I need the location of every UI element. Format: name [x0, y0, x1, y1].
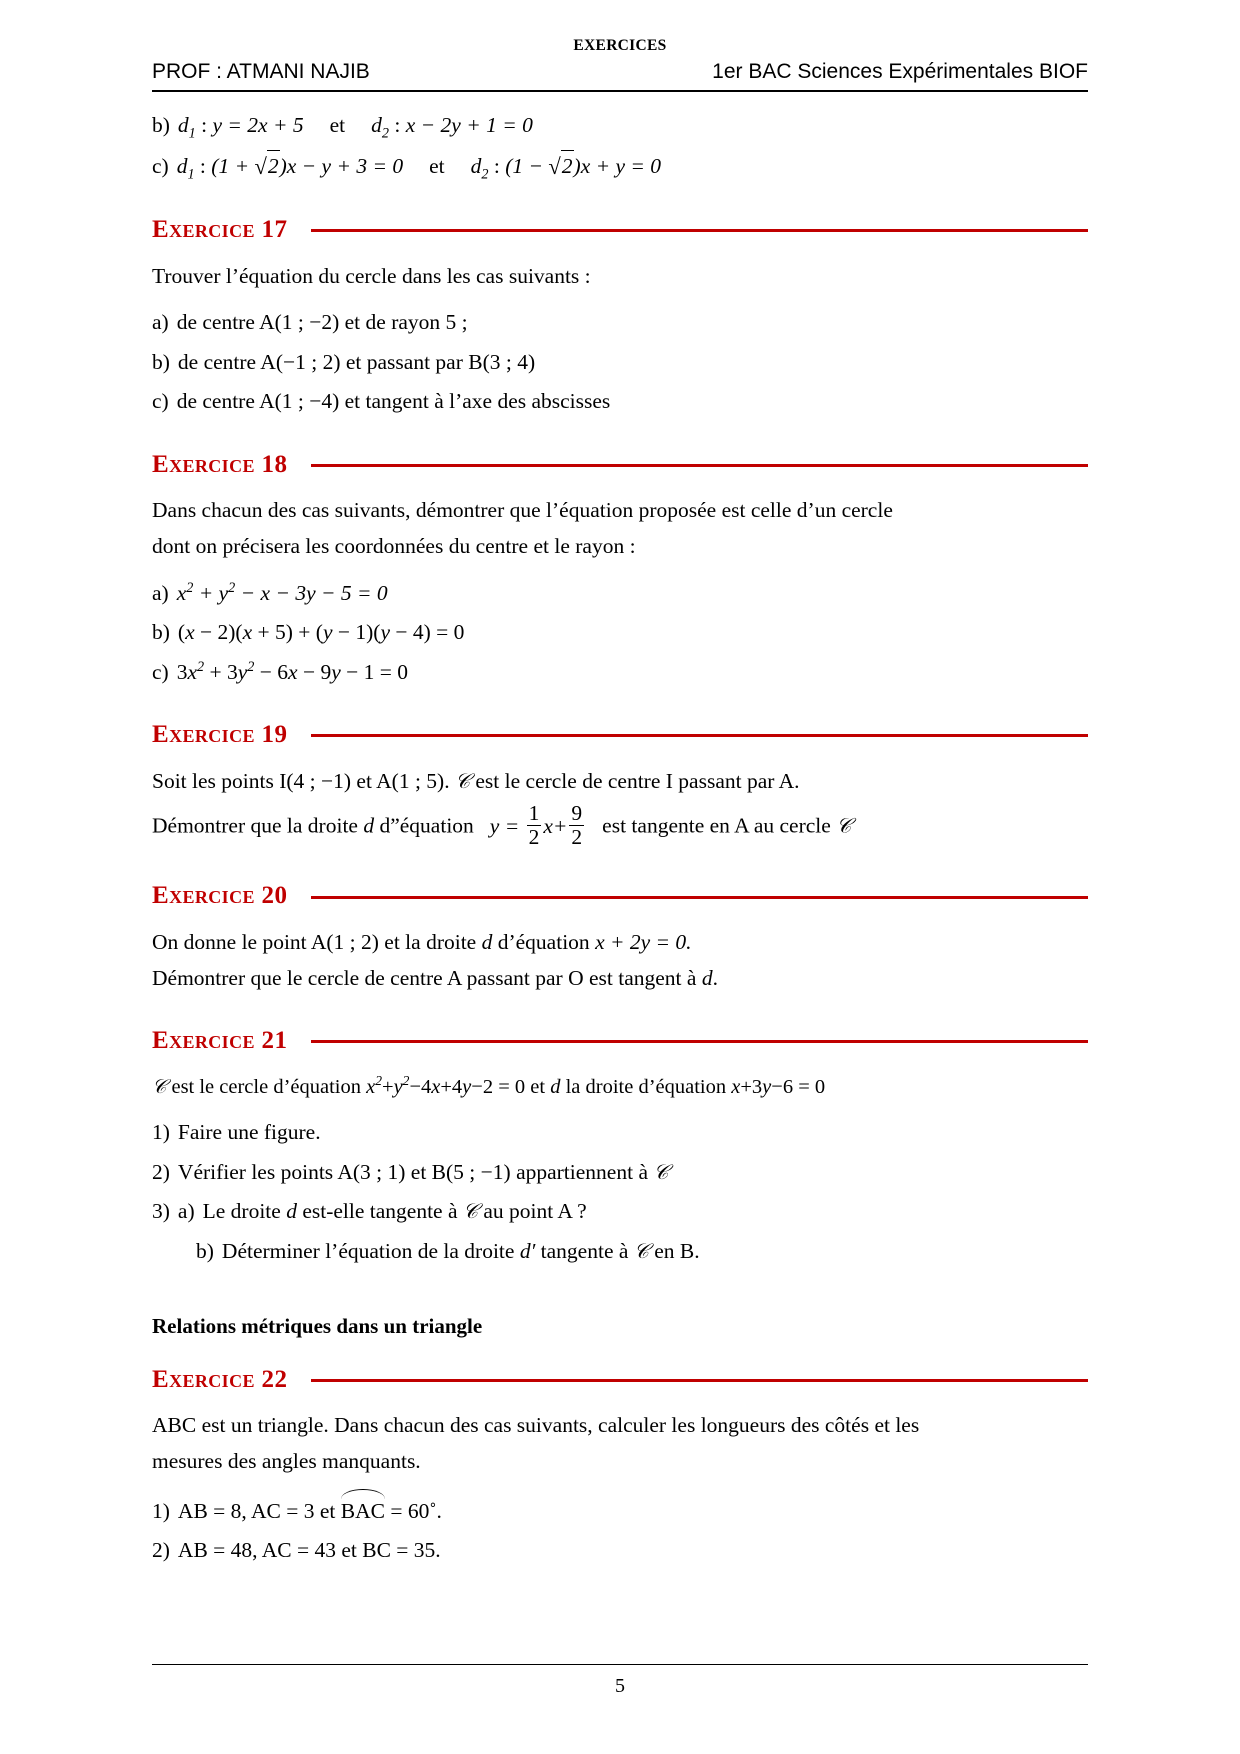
item-text-b: tangente à — [535, 1238, 634, 1263]
exercise-word: Exercice — [152, 1027, 255, 1055]
header-row — [152, 60, 1088, 84]
list-item — [152, 617, 1088, 648]
line-name-d: d — [363, 813, 375, 838]
line-text-a: On donne le point A(1 ; 2) et la droite — [152, 929, 482, 954]
line-name-d1: d — [176, 154, 188, 179]
colon-sep-2: : — [488, 154, 506, 179]
line-subscript-1: 1 — [188, 124, 196, 141]
exercise-rule — [311, 734, 1088, 737]
line-name-d: d — [701, 965, 713, 990]
script-c-symbol: 𝒞 — [462, 1199, 478, 1224]
header-divider — [152, 90, 1088, 92]
exercise-number: 21 — [261, 1027, 288, 1055]
line-subscript-2: 2 — [381, 124, 389, 141]
exercise-21-line-1 — [152, 1073, 1088, 1101]
line-text-b: d”équation — [374, 813, 474, 838]
circle-equation: $x^2+y^2-4x+4y-2 = 0$ — [366, 1072, 526, 1098]
item-text: de centre A(1 ; −2) et de rayon 5 ; — [176, 310, 468, 335]
line-name-d: d — [550, 1075, 561, 1098]
exercise-title-19 — [152, 717, 287, 753]
line-equation: x+3y−6 = 0 — [731, 1075, 826, 1098]
item-text: Vérifier les points A(3 ; 1) et B(5 ; −1) appartiennent à — [177, 1159, 654, 1184]
exercise-word: Exercice — [152, 450, 255, 478]
item-text: de centre A(1 ; −4) et tangent à l’axe des abscisses — [176, 389, 611, 414]
exercise-18-intro-line-2: dont on précisera les coordonnées du centre et le rayon : — [152, 533, 636, 558]
item-equation: $3x^2 + 3y^2 - 6x - 9y - 1 = 0$ — [176, 658, 409, 684]
item-text: Faire une figure. — [177, 1120, 321, 1144]
list-item — [152, 307, 1088, 338]
fraction-nine-halves — [569, 802, 584, 848]
radicand: 2 — [561, 150, 574, 182]
item-label: b) — [152, 112, 170, 137]
item-sub-label: b) — [196, 1238, 214, 1263]
page-footer — [152, 1664, 1088, 1698]
page-header — [152, 0, 1088, 92]
page-number: 5 — [615, 1675, 625, 1697]
line-text-b: . — [712, 965, 718, 990]
fraction-denominator: 2 — [528, 824, 540, 849]
equation-b2: x − 2y + 1 = 0 — [405, 112, 533, 137]
exercise-22-intro-line-2: mesures des angles manquants. — [152, 1449, 421, 1474]
list-item — [152, 1535, 1088, 1566]
exercise-title-17 — [152, 212, 287, 248]
equation-line: x + 2y = 0. — [595, 929, 692, 954]
exercise-title-20 — [152, 878, 287, 914]
exercise-19-line-1 — [152, 767, 1088, 797]
line-name-d2: d — [470, 154, 482, 179]
list-item — [152, 657, 1088, 688]
fraction-denominator: 2 — [571, 824, 583, 849]
exercise-number: 18 — [261, 450, 288, 478]
script-c-symbol: 𝒞 — [633, 1238, 649, 1263]
item-text-c: au point A ? — [477, 1199, 587, 1224]
colon-sep: : — [194, 154, 212, 179]
item-label: c) — [152, 389, 169, 414]
item-label: b) — [152, 620, 170, 645]
exercise-title-22 — [152, 1362, 287, 1398]
exercise-heading-20 — [152, 878, 1088, 914]
item-text: de centre A(−1 ; 2) et passant par B(3 ; 4) — [177, 349, 536, 374]
radicand: 2 — [267, 150, 280, 182]
fraction-numerator: 9 — [571, 801, 583, 826]
line-name-d-prime: d′ — [519, 1238, 536, 1263]
exercise-title-18 — [152, 447, 287, 483]
angle-arc-icon — [341, 1493, 385, 1527]
exercise-rule — [311, 1379, 1088, 1382]
line-subscript-1: 1 — [187, 166, 195, 183]
item-label: 1) — [152, 1120, 170, 1144]
list-item — [152, 1493, 1088, 1527]
exercise-heading-21 — [152, 1023, 1088, 1059]
script-c-symbol: 𝒞 — [836, 813, 852, 838]
item-label: b) — [152, 349, 170, 374]
exercise-number: 19 — [261, 721, 288, 749]
item-text-a: AB = 8, AC = 3 et — [177, 1498, 341, 1523]
line-text-b: et — [525, 1075, 551, 1098]
list-item — [152, 347, 1088, 378]
item-text-b: = 60˚. — [384, 1498, 442, 1523]
script-c-symbol: 𝒞 — [152, 1074, 167, 1098]
conjunction-et: et — [329, 112, 346, 137]
item-label: a) — [152, 310, 169, 335]
exercise-rule — [311, 229, 1088, 232]
equation-tangent: y = $\frac{1}{2}$ x+ $\frac{9}{2}$ — [489, 801, 583, 849]
item-text-a: Déterminer l’équation de la droite — [221, 1238, 520, 1263]
angle-label: BAC — [340, 1498, 385, 1523]
exercise-word: Exercice — [152, 882, 255, 910]
line-name-d: d — [286, 1199, 297, 1224]
list-item — [152, 110, 1088, 141]
exercise-number: 20 — [261, 882, 288, 910]
header-center-label: EXERCICES — [573, 37, 667, 54]
item-text-a: Le droite — [202, 1199, 287, 1224]
equation-c2-prefix: (1 − — [505, 154, 549, 179]
item-label: c) — [152, 659, 169, 684]
line-text-b: est le cercle de centre I passant par A. — [470, 768, 800, 793]
item-text-c: en B. — [648, 1238, 700, 1263]
document-content — [152, 92, 1088, 1566]
list-item — [152, 149, 1088, 182]
exercise-word: Exercice — [152, 721, 255, 749]
equation-c1-suffix: )x − y + 3 = 0 — [279, 154, 404, 179]
line-text-a: est le cercle d’équation — [166, 1075, 367, 1098]
line-name-d1: d — [177, 112, 189, 137]
exercise-word: Exercice — [152, 216, 255, 244]
item-label: a) — [152, 580, 169, 605]
script-c-symbol: 𝒞 — [454, 768, 470, 793]
colon-sep: : — [195, 112, 213, 137]
line-text-c: la droite d’équation — [560, 1075, 732, 1098]
exercise-rule — [311, 896, 1088, 899]
exercise-title-21 — [152, 1023, 287, 1059]
exercise-20-line-2 — [152, 964, 1088, 994]
exercise-19-line-2 — [152, 802, 1088, 848]
line-text-a: Soit les points I(4 ; −1) et A(1 ; 5). — [152, 768, 455, 793]
list-item — [152, 578, 1088, 609]
list-item — [152, 386, 1088, 417]
exercise-heading-22 — [152, 1362, 1088, 1398]
line-name-d: d — [481, 929, 493, 954]
item-text-a: AB = 48, AC = 43 et BC = 35. — [177, 1538, 441, 1563]
exercise-22-intro-line-1: ABC est un triangle. Dans chacun des cas suivants, calculer les longueurs des côtés et les — [152, 1413, 920, 1438]
item-sub-label: a) — [177, 1199, 195, 1224]
item-equation: (x − 2)(x + 5) + (y − 1)(y − 4) = 0 — [177, 620, 465, 645]
line-text-b: d’équation — [492, 929, 596, 954]
colon-sep-2: : — [388, 112, 406, 137]
line-subscript-2: 2 — [481, 166, 489, 183]
line-text-a: Démontrer que la droite — [152, 813, 364, 838]
list-item — [152, 1196, 1088, 1227]
list-item — [152, 1157, 1088, 1188]
exercise-word: Exercice — [152, 1365, 255, 1393]
item-label: 3) — [152, 1199, 170, 1224]
line-name-d2: d — [371, 112, 382, 137]
exercise-heading-18 — [152, 447, 1088, 483]
list-item — [196, 1236, 1088, 1267]
exercise-18-intro-line-1: Dans chacun des cas suivants, démontrer que l’équation proposée est celle d’un cercle — [152, 498, 893, 523]
exercise-20-line-1 — [152, 928, 1088, 958]
item-text-b: est-elle tangente à — [296, 1199, 463, 1224]
exercise-heading-19 — [152, 717, 1088, 753]
list-item — [152, 1117, 1088, 1148]
header-level: 1er BAC Sciences Expérimentales BIOF — [712, 59, 1088, 83]
item-equation: $x^2 + y^2 - x - 3y - 5 = 0$ — [176, 579, 388, 605]
item-label: c) — [152, 154, 169, 179]
fraction-one-half — [527, 802, 542, 848]
exercise-number: 17 — [261, 216, 288, 244]
exercise-heading-17 — [152, 212, 1088, 248]
subsection-title: Relations métriques dans un triangle — [152, 1314, 483, 1339]
header-author: PROF : ATMANI NAJIB — [152, 59, 370, 83]
item-label: 2) — [152, 1159, 170, 1184]
line-text-c: est tangente en A au cercle — [602, 813, 831, 838]
line-text-a: Démontrer que le cercle de centre A passant par O est tangent à — [152, 965, 702, 990]
equation-c1-prefix: (1 + — [211, 154, 255, 179]
item-label: 1) — [152, 1498, 170, 1523]
square-root-icon: √2 — [254, 149, 279, 182]
square-root-icon: √2 — [548, 149, 573, 182]
fraction-numerator: 1 — [528, 801, 540, 826]
exercise-rule — [311, 1040, 1088, 1043]
exercise-17-intro: Trouver l’équation du cercle dans les cas suivants : — [152, 263, 591, 288]
equation-b1: y = 2x + 5 — [212, 112, 304, 137]
conjunction-et: et — [429, 154, 445, 179]
item-label: 2) — [152, 1538, 170, 1563]
script-c-symbol: 𝒞 — [653, 1159, 669, 1184]
exercise-number: 22 — [261, 1365, 288, 1393]
equation-c2-suffix: )x + y = 0 — [573, 154, 662, 179]
exercise-rule — [311, 464, 1088, 467]
